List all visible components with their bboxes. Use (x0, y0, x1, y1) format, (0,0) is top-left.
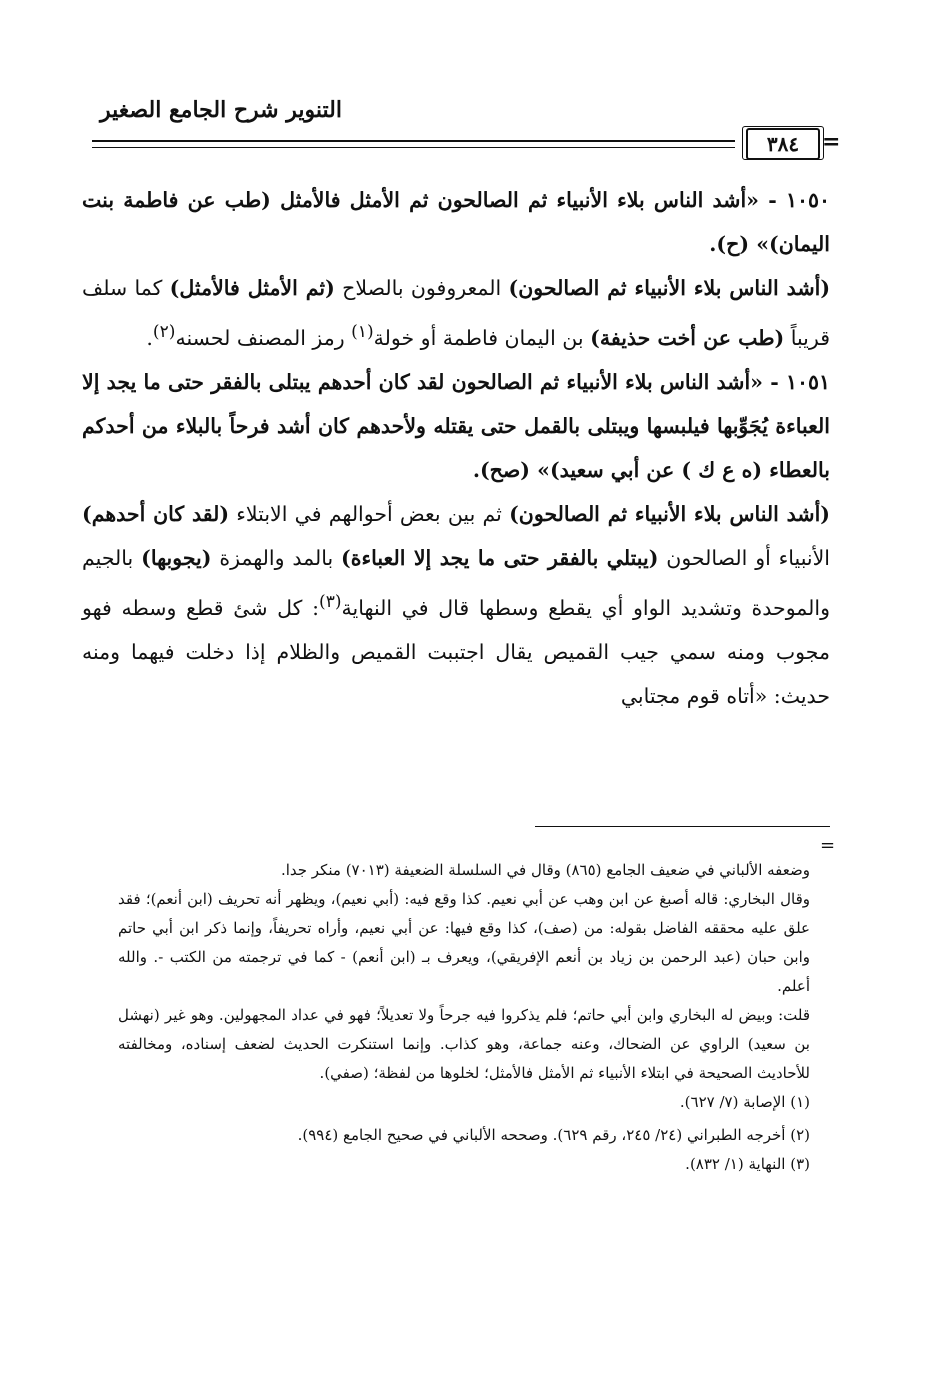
footnote-continued: قلت: وبيض له البخاري وابن أبي حاتم؛ فلم يذكروا فيه جرحاً ولا تعديلاً؛ فهو في عداد المجهولين. وهو غير (نهشل بن سعيد) الراوي عن الضحاك، وعنه جماعة، وهو كذاب. وإنما استنكرت الحديث لضعف إسناده، ومخالفته للأحاديث الصحيحة في ابتلاء الأنبياء ثم الأمثل فالأمثل؛ لخلوها من لفظة؛ (صفي). (118, 1006, 810, 1082)
commentary-text: : كل شئ قطع وسطه فهو مجوب ومنه سمي جيب القميص يقال اجتببت القميص والظلام إذا دخلت فيهما ومنه حديث: «أتاه قوم مجتابي (82, 595, 830, 708)
commentary-text: . (146, 325, 153, 350)
hadith-1051: ١٠٥١ - «أشد الناس بلاء الأنبياء ثم الصالحون لقد كان أحدهم يبتلى بالفقر حتى ما يجد إلا العباءة يُجَوِّبها فيلبسها ويبتلى بالقمل حتى يقتله ولأحدهم كان أشد فرحاً بالبلاء من أحدكم بالعطاء (ه ع ك ) عن أبي سعيد)» (صح). (82, 369, 830, 482)
footnote-continued: وضعفه الألباني في ضعيف الجامع (٨٦٥) وقال في السلسلة الضعيفة (٧٠١٣) منكر جدا. (280, 861, 810, 879)
continuation-mark-footnotes: = (820, 835, 836, 856)
matn-quote: (يبتلي بالفقر حتى ما يجد إلا العباءة) (341, 545, 659, 570)
footnote-1: (١) الإصابة (٧/ ٦٢٧). (679, 1093, 810, 1111)
commentary-text: ثم بين بعض أحوالهم في الابتلاء (229, 501, 510, 526)
commentary-text: رمز المصنف لحسنه (175, 325, 352, 350)
commentary-text: كما سلف قريباً (82, 276, 830, 350)
footnote-ref-1: (١) (351, 322, 374, 342)
matn-quote: (لقد كان أحدهم) (82, 501, 230, 526)
continuation-mark-top: = (822, 129, 841, 155)
footnote-separator (535, 826, 830, 827)
footnotes (118, 856, 810, 1179)
matn-quote: (طب عن أخت حذيفة) (590, 325, 785, 350)
footnote-ref-2: (٢) (152, 322, 176, 342)
commentary-1050 (82, 266, 830, 360)
running-title: التنوير شرح الجامع الصغير (100, 97, 342, 123)
commentary-text: بالمد والهمزة (211, 545, 342, 570)
page-number: ٣٨٤ (746, 128, 820, 160)
commentary-text: المعروفون بالصلاح (334, 276, 509, 300)
matn-quote: (أشد الناس بلاء الأنبياء ثم الصالحون) (509, 501, 831, 526)
commentary-text: بن اليمان فاطمة أو خولة (373, 325, 591, 350)
commentary-1051 (82, 492, 830, 718)
footnote-ref-3: (٣) (319, 591, 342, 612)
footnote-2: (٢) أخرجه الطبراني (٢٤/ ٢٤٥، رقم ٦٢٩). وصححه الألباني في صحيح الجامع (٩٩٤). (297, 1126, 810, 1144)
commentary-text: بالجيم والموحدة وتشديد الواو أي يقطع وسطها قال في النهاية (82, 545, 831, 620)
commentary-text: الأنبياء أو الصالحون (658, 545, 831, 570)
matn-quote: (أشد الناس بلاء الأنبياء ثم الصالحون) (508, 276, 831, 300)
footnote-continued: وقال البخاري: قاله أصبغ عن ابن وهب عن أبي نعيم. كذا وقع فيه: (أبي نعيم)، ويظهر أنه تحريف (ابن أنعم)؛ فقد علق عليه محققه الفاضل بقوله: من (صف)، كذا وقع فيها: عن أبي نعيم، وأراه تحريفاً، وإنما ذكر ابن أبي حاتم وابن حبان (عبد الرحمن بن زياد بن أنعم الإفريقي)، ويعرف بـ (ابن أنعم) - كما في ترجمته من الكتب -. والله أعلم. (118, 890, 810, 995)
matn-quote: (يجوبها) (141, 545, 212, 570)
hadith-1050: ١٠٥٠ - «أشد الناس بلاء الأنبياء ثم الصالحون ثم الأمثل فالأمثل (طب عن فاطمة بنت اليمان)» (ح). (82, 188, 830, 256)
header-rule (92, 140, 735, 148)
footnote-3: (٣) النهاية (١/ ٨٣٢). (685, 1155, 810, 1173)
main-text (82, 178, 830, 718)
matn-quote: (ثم الأمثل فالأمثل) (169, 276, 335, 300)
